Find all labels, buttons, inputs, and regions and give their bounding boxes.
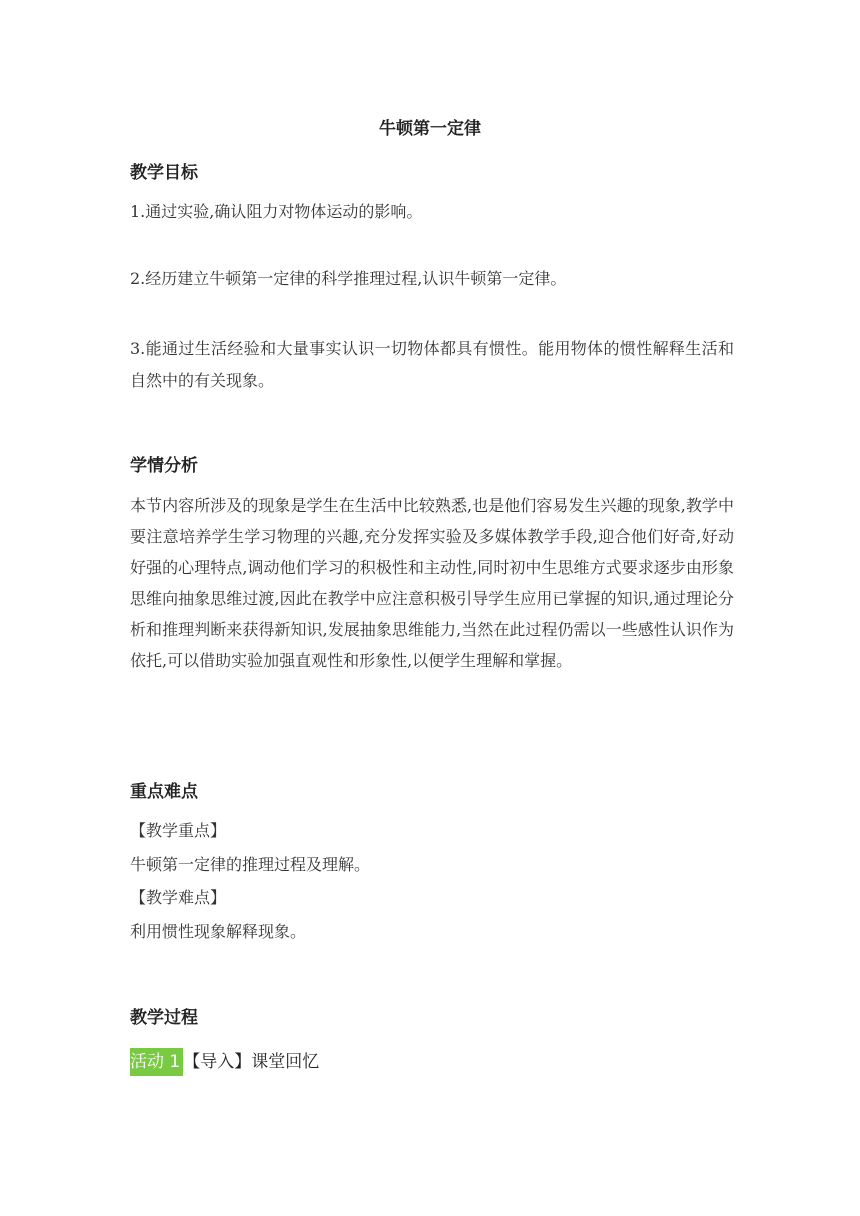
activity-line [130,1048,319,1076]
difficulty-text: 利用惯性现象解释现象。 [130,922,307,941]
activity-tag: 活动 1 [130,1048,183,1076]
focus-label: 【教学重点】 [130,821,227,840]
objective-item-1: 1.通过实验,确认阻力对物体运动的影响。 [130,202,423,221]
section-heading-process: 教学过程 [130,1008,198,1028]
objective-item-2: 2.经历建立牛顿第一定律的科学推理过程,认识牛顿第一定律。 [130,269,567,288]
objective-item-3: 3.能通过生活经验和大量事实认识一切物体都具有惯性。能用物体的惯性解释生活和自然中的有关现象。 [130,339,734,390]
focus-text: 牛顿第一定律的推理过程及理解。 [130,855,371,874]
document-title: 牛顿第一定律 [379,119,481,139]
section-heading-analysis: 学情分析 [130,456,198,476]
section-heading-key-points: 重点难点 [130,782,198,802]
section-heading-objectives: 教学目标 [130,163,198,183]
activity-title: 【导入】课堂回忆 [183,1052,320,1072]
analysis-paragraph: 本节内容所涉及的现象是学生在生活中比较熟悉,也是他们容易发生兴趣的现象,教学中要注意培养学生学习物理的兴趣,充分发挥实验及多媒体教学手段,迎合他们好奇,好动好强的心理特点,调动他们学习的积极性和主动性,同时初中生思维方式要求逐步由形象思维向抽象思维过渡,因此在教学中应注意积极引导学生应用已掌握的知识,通过理论分析和推理判断来获得新知识,发展抽象思维能力,当然在此过程仍需以一些感性认识作为依托,可以借助实验加强直观性和形象性,以便学生理解和掌握。 [130,496,734,670]
difficulty-label: 【教学难点】 [130,888,227,907]
